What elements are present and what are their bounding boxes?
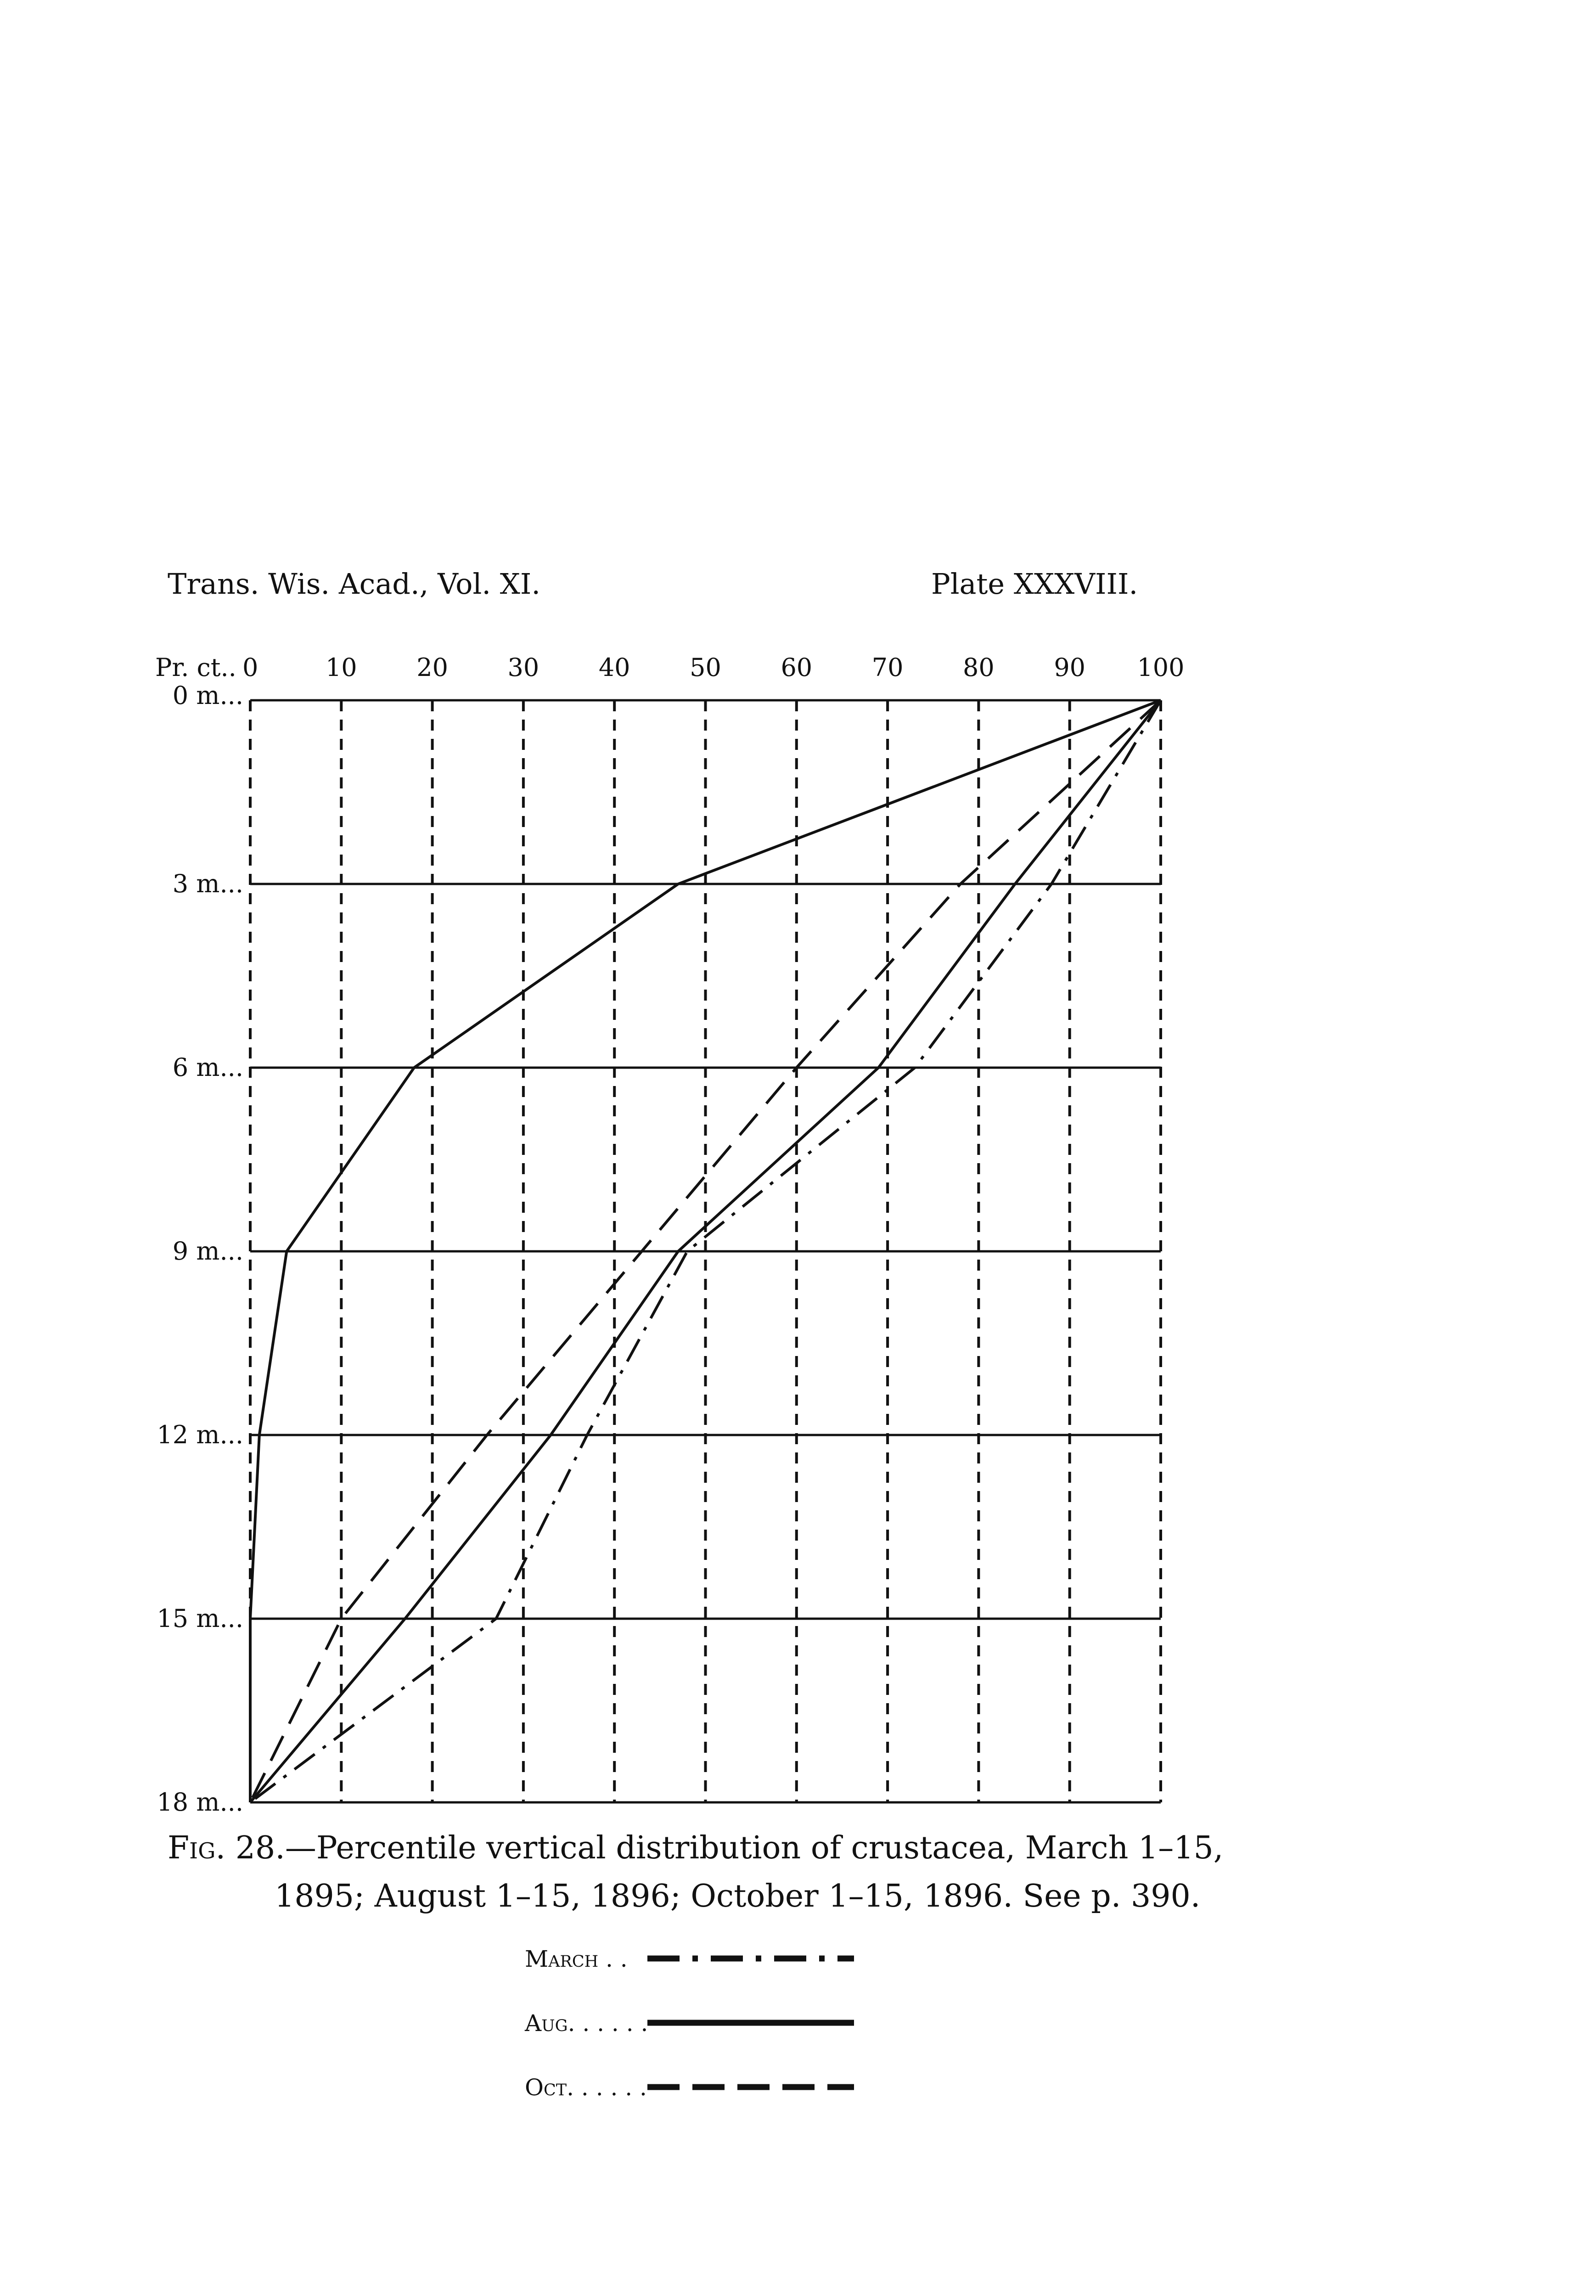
- legend: [524, 1946, 854, 2101]
- legend-label-1: Aug. . . . . .: [525, 2010, 648, 2037]
- x-tick-label-10: 10: [325, 653, 357, 682]
- legend-label-0: March . .: [525, 1946, 628, 1972]
- x-tick-label-80: 80: [963, 653, 995, 682]
- x-tick-label-30: 30: [507, 653, 539, 682]
- y-tick-label-0: 0 m...: [172, 681, 243, 710]
- axis-labels: [155, 653, 1185, 1817]
- grid: [250, 700, 1161, 1802]
- y-tick-label-6: 6 m...: [172, 1053, 243, 1082]
- y-tick-label-9: 9 m...: [172, 1237, 243, 1266]
- x-tick-label-60: 60: [781, 653, 813, 682]
- y-tick-label-12: 12 m...: [157, 1420, 243, 1449]
- x-tick-label-20: 20: [416, 653, 448, 682]
- legend-label-2: Oct. . . . . .: [525, 2074, 647, 2101]
- running-head-left: Trans. Wis. Acad., Vol. XI.: [168, 567, 541, 601]
- x-tick-label-50: 50: [690, 653, 721, 682]
- figure-caption-line-1: [168, 1830, 1596, 1866]
- figure-label: Fig. 28.: [168, 1830, 285, 1866]
- x-axis-title: Pr. ct..: [155, 653, 236, 682]
- x-tick-label-100: 100: [1137, 653, 1185, 682]
- x-tick-label-70: 70: [871, 653, 904, 682]
- figure-caption-line-2: 1895; August 1–15, 1896; October 1–15, 1896. See p. 390.: [275, 1878, 1201, 1914]
- y-tick-label-15: 15 m...: [157, 1604, 243, 1633]
- caption-text-1: —Percentile vertical distribution of crustacea, March 1–15,: [285, 1830, 1224, 1866]
- x-tick-label-90: 90: [1054, 653, 1086, 682]
- x-tick-label-40: 40: [598, 653, 630, 682]
- y-tick-label-18: 18 m...: [157, 1788, 243, 1817]
- plate-number: Plate XXXVIII.: [931, 567, 1138, 601]
- y-tick-label-3: 3 m...: [172, 869, 243, 898]
- x-tick-label-0: 0: [242, 653, 259, 682]
